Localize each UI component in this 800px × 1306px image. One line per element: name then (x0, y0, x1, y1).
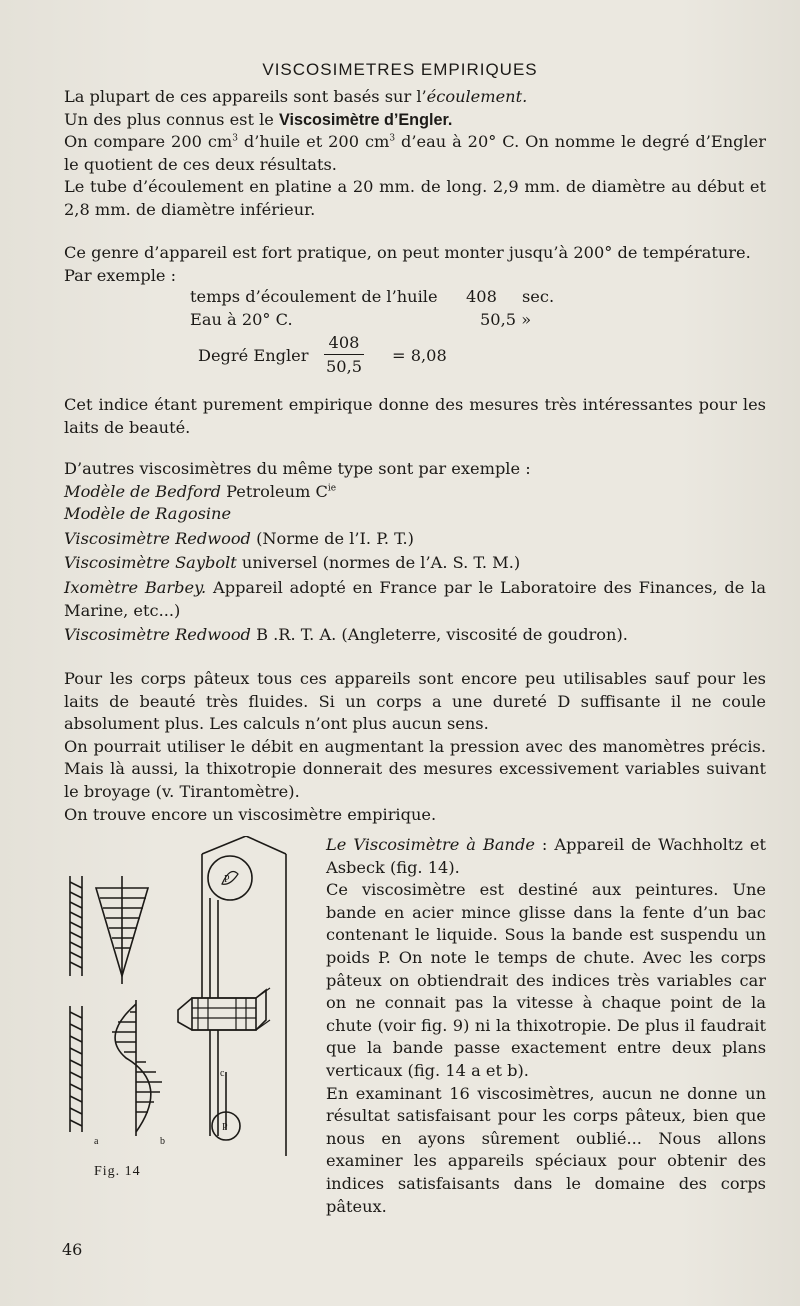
tube-paragraph: Le tube d’écoulement en platine a 20 mm. de long. 2,9 mm. de diamètre au début et 2,8 mm. de diamètre inférieur. (64, 177, 766, 219)
fraction-numerator: 408 (328, 333, 360, 352)
others-heading: D’autres viscosimètres du même type sont par exemple : (64, 459, 531, 478)
page-number: 46 (62, 1240, 83, 1259)
others-block (64, 458, 766, 647)
pasty-p3: On trouve encore un viscosimètre empirique. (64, 804, 437, 824)
index-note: Cet indice étant purement empirique donne des mesures très intéressantes pour les laits de beauté. (64, 395, 766, 437)
practical-block (64, 242, 766, 287)
fraction-bar (324, 354, 364, 355)
intro-line-2: Un des plus connus est le Viscosimètre d’Engler. (64, 109, 453, 129)
figure-14 (60, 836, 310, 1156)
velocity-profile-a-icon (96, 876, 148, 984)
pasty-block (64, 668, 766, 826)
practical-p2: Par exemple : (64, 265, 177, 285)
pasty-p2: On pourrait utiliser le débit en augmentant la pression avec des manomètres précis. Mais là aussi, la thixotropie donnerait des mesures excessivement variables suivant le broyage (v. Tirantomètre). (64, 736, 766, 801)
band-p2: En examinant 16 viscosimètres, aucun ne donne un résultat satisfaisant pour les corps pâteux, bien que nous en ayons sûrement oublié... Nous allons examiner les appareils spéciaux pour obtenir des indices satisfaisants dans le domaine des corps pâteux. (326, 1083, 766, 1216)
figure-label-top: P (224, 874, 230, 885)
example-oil-unit: sec. (522, 287, 555, 306)
list-item: Ixomètre Barbey. Appareil adopté en France par le Laboratoire des Finances, de la Marine, etc...) (64, 577, 766, 620)
practical-p1: Ce genre d’appareil est fort pratique, on peut monter jusqu’à 200° de température. (64, 243, 751, 262)
list-item: Modèle de Ragosine (64, 504, 232, 524)
example-water-value: 50,5 » (480, 310, 532, 329)
figure-label-a: a (94, 1136, 99, 1147)
figure-label-b: b (160, 1136, 165, 1147)
band-p1: Ce viscosimètre est destiné aux peintures. Une bande en acier mince glisse dans la fente d’un bac contenant le liquide. Sous la bande est suspendu un poids P. On note le temps de chute. Avec les corps pâteux on obtiendrait des indices très variables car on ne connait pas la vitesse à chaque point de la chute (voir fig. 9) ni la thixotropie. De plus il faudrait que la bande passe exactement entre deux plans verticaux (fig. 14 a et b). (326, 880, 766, 1080)
example-oil-label: temps d’écoulement de l’huile (190, 287, 438, 306)
band-block (326, 834, 766, 1218)
list-item: Modèle de Bedford Petroleum $C^{ie}$ (64, 481, 337, 501)
figure-caption: Fig. 14 (94, 1164, 141, 1179)
list-item: Viscosimètre Redwood B .R. T. A. (Angleterre, viscosité de goudron). (64, 625, 628, 645)
fraction-denominator: 50,5 (325, 357, 363, 376)
list-item: Viscosimètre Saybolt universel (normes de l’A. S. T. M.) (64, 553, 521, 573)
wall-hatch-b-icon (70, 1006, 82, 1132)
intro-block (64, 86, 766, 222)
compare-paragraph: On compare 200 $cm^3$ d’huile et 200 $cm^3$ d’eau à 20° C. On nomme le degré d’Engler le quotient de ces deux résultats. (64, 132, 766, 174)
velocity-profile-b-icon (112, 1000, 162, 1136)
figure-label-bottom: P (222, 1122, 228, 1133)
engler-result: = 8,08 (392, 346, 447, 365)
band-title: Le Viscosimètre à Bande : Appareil de Wachholtz et Asbeck (fig. 14). (326, 835, 766, 877)
intro-line-1: La plupart de ces appareils sont basés sur l’écoulement. (64, 87, 528, 106)
page-title: VISCOSIMETRES EMPIRIQUES (262, 60, 538, 79)
example-oil-value: 408 (466, 287, 497, 306)
engler-fraction (324, 333, 364, 376)
wall-hatch-a-icon (70, 876, 82, 976)
band-apparatus-icon (178, 836, 286, 1156)
engler-label: Degré Engler (198, 346, 309, 365)
list-item: Viscosimètre Redwood (Norme de l’I. P. T.) (64, 528, 414, 548)
figure-label-c: c (220, 1068, 225, 1079)
pasty-p1: Pour les corps pâteux tous ces appareils sont encore peu utilisables sauf pour les laits de beauté très fluides. Si un corps a une dureté D suffisante il ne coule absolument plus. Les calculs n’ont plus aucun sens. (64, 669, 766, 734)
example-water-label: Eau à 20° C. (190, 310, 293, 329)
